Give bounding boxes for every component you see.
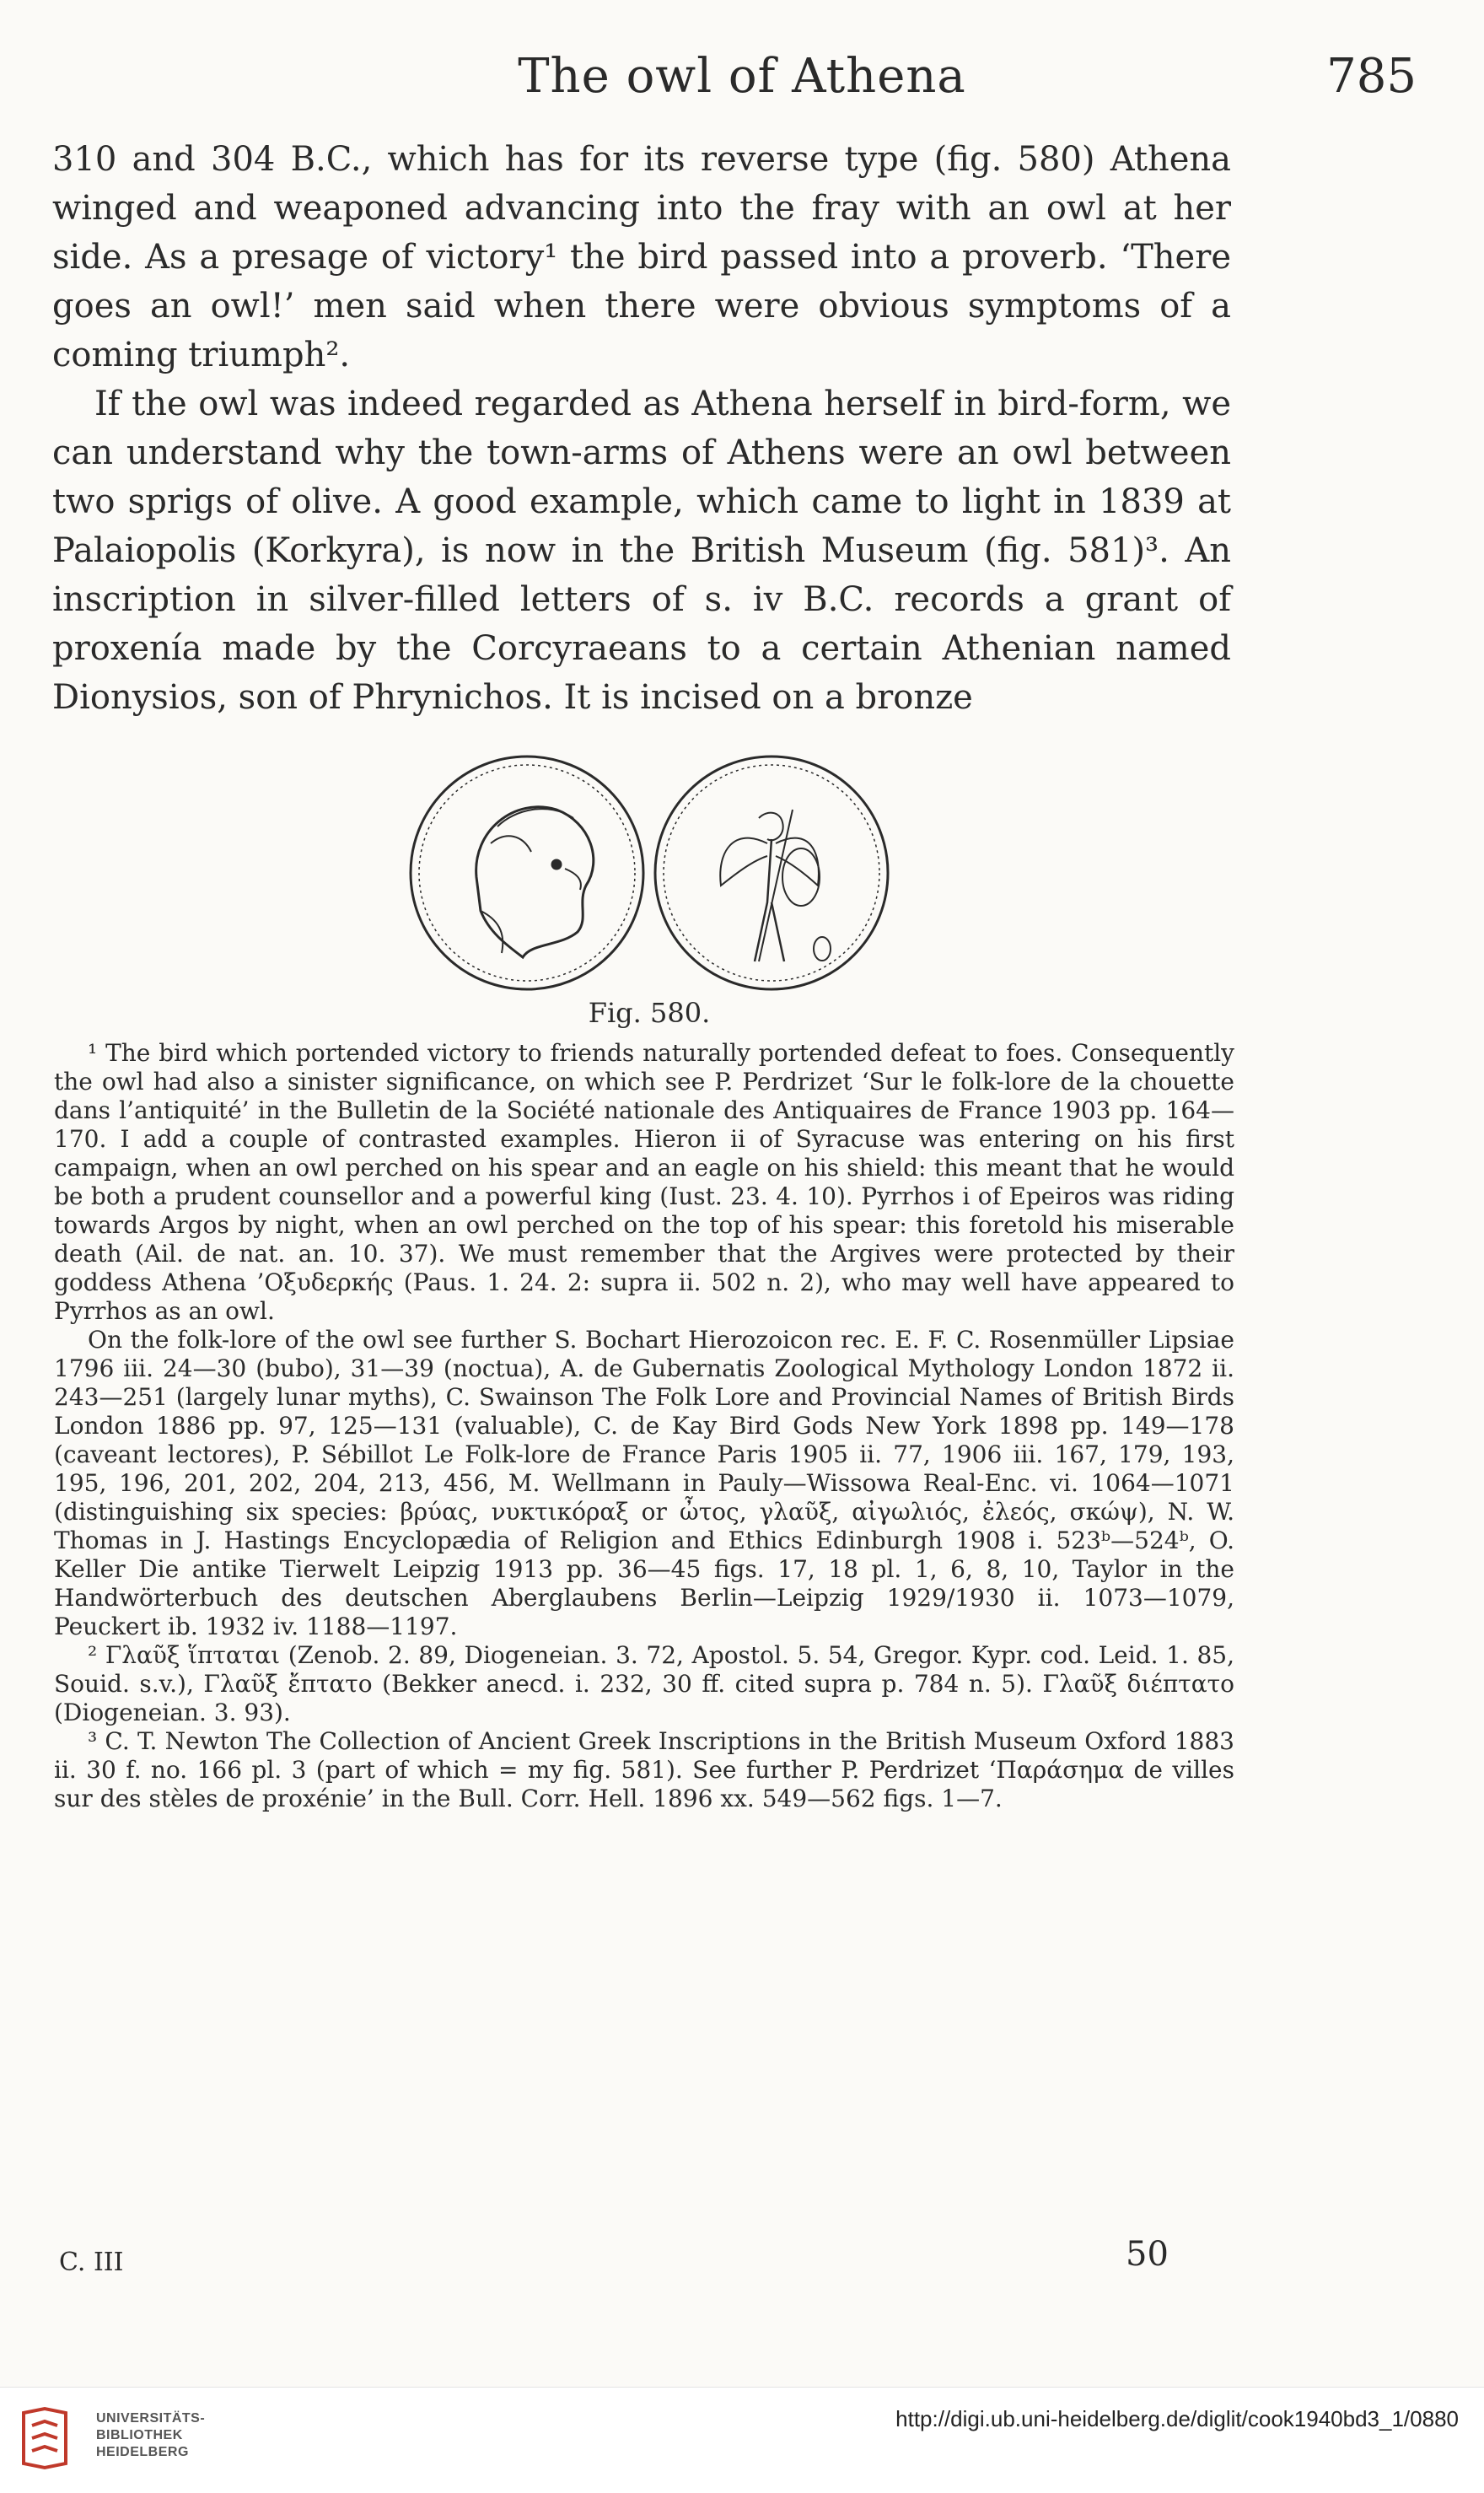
figure-caption: Fig. 580. — [588, 997, 711, 1029]
library-name-line-3: HEIDELBERG — [96, 2445, 189, 2459]
running-title: The owl of Athena — [518, 49, 966, 104]
footnote: ¹ The bird which portended victory to friends naturally portended defeat to foes. Consequently the owl had also a sinister significance, on which see P. Perdrizet ‘Sur le folk-lore de la chouette dans l’antiquité’ in the Bulletin de la Société nationale des Antiquaires de France 1903 pp. 164—170. I add a couple of contrasted examples. Hieron ii of Syracuse was entering on his first campaign, when an owl perched on his spear and an eagle on his shield: this meant that he would be both a prudent counsellor and a powerful king (Iust. 23. 4. 10). Pyrrhos i of Epeiros was riding towards Argos by night, when an owl perched on the top of his spear: this foretold his miserable death (Ail. de nat. an. 10. 37). We must remember that the Argives were protected by their goddess Athena ’Οξυδερκής (Paus. 1. 24. 2: supra ii. 502 n. 2), who may well have appeared to Pyrrhos as an owl. — [54, 1039, 1234, 1325]
footnotes — [54, 1039, 1234, 1813]
viewer-footer — [0, 2387, 1484, 2493]
body-text — [52, 135, 1231, 722]
coin-illustration — [396, 751, 902, 995]
figure-580 — [396, 751, 902, 1037]
paragraph: If the owl was indeed regarded as Athena herself in bird-form, we can understand why the town-arms of Athens were an owl between two sprigs of olive. A good example, which came to light in 1839 at Palaiopolis (Korkyra), is now in the British Museum (fig. 581)³. An inscription in silver-filled letters of s. iv B.C. records a grant of proxenía made by the Corcyraeans to a certain Athenian named Dionysios, son of Phrynichos. It is incised on a bronze — [52, 385, 1231, 717]
footnote: ² Γλαῦξ ἵπταται (Zenob. 2. 89, Diogeneian. 3. 72, Apostol. 5. 54, Gregor. Kypr. cod. Leid. 1. 85, Souid. s.v.), Γλαῦξ ἔπτατο (Bekker anecd. i. 232, 30 ff. cited supra p. 784 n. 5). Γλαῦξ διέπτατο (Diogeneian. 3. 93). — [54, 1641, 1234, 1726]
coin-obverse — [411, 757, 643, 989]
coin-reverse — [655, 757, 888, 989]
signature-mark: C. III — [59, 2248, 124, 2277]
page-number: 785 — [1326, 49, 1417, 104]
page-header — [59, 40, 1425, 108]
sheet-number: 50 — [1126, 2235, 1169, 2274]
library-name-line-1: UNIVERSITÄTS- — [96, 2411, 206, 2426]
footnote: On the folk-lore of the owl see further S. Bochart Hierozoicon rec. E. F. C. Rosenmüller Lipsiae 1796 iii. 24—30 (bubo), 31—39 (noctua), A. de Gubernatis Zoological Mythology London 1872 ii. 243—251 (largely lunar myths), C. Swainson The Folk Lore and Provincial Names of British Birds London 1886 pp. 97, 125—131 (valuable), C. de Kay Bird Gods New York 1898 pp. 149—178 (caveant lectores), P. Sébillot Le Folk-lore de France Paris 1905 ii. 77, 1906 iii. 167, 179, 193, 195, 196, 201, 202, 204, 213, 456, M. Wellmann in Pauly—Wissowa Real-Enc. vi. 1064—1071 (distinguishing six species: βρύας, νυκτικόραξ or ὦτος, γλαῦξ, αἰγωλιός, ἐλεός, σκώψ), N. W. Thomas in J. Hastings Encyclopædia of Religion and Ethics Edinburgh 1908 i. 523ᵇ—524ᵇ, O. Keller Die antike Tierwelt Leipzig 1913 pp. 36—45 figs. 17, 18 pl. 1, 6, 8, 10, Taylor in the Handwörterbuch des deutschen Aberglaubens Berlin—Leipzig 1929/1930 ii. 1073—1079, Peuckert ib. 1932 iv. 1188—1197. — [54, 1326, 1234, 1640]
permalink-url[interactable]: http://digi.ub.uni-heidelberg.de/diglit/cook1940bd3_1/0880 — [895, 2406, 1459, 2431]
library-logo-icon — [15, 2404, 74, 2472]
paragraph: 310 and 304 B.C., which has for its reverse type (fig. 580) Athena winged and weaponed advancing into the fray with an owl at her side. As a presage of victory¹ the bird passed into a proverb. ‘There goes an owl!’ men said when there were obvious symptoms of a coming triumph². — [52, 140, 1231, 374]
footnote: ³ C. T. Newton The Collection of Ancient Greek Inscriptions in the British Museum Oxford 1883 ii. 30 f. no. 166 pl. 3 (part of which = my fig. 581). See further P. Perdrizet ‘Παράσημα de villes sur des stèles de proxénie’ in the Bull. Corr. Hell. 1896 xx. 549—562 figs. 1—7. — [54, 1727, 1234, 1812]
library-logo[interactable] — [15, 2404, 206, 2480]
library-name-line-2: BIBLIOTHEK — [96, 2428, 183, 2442]
